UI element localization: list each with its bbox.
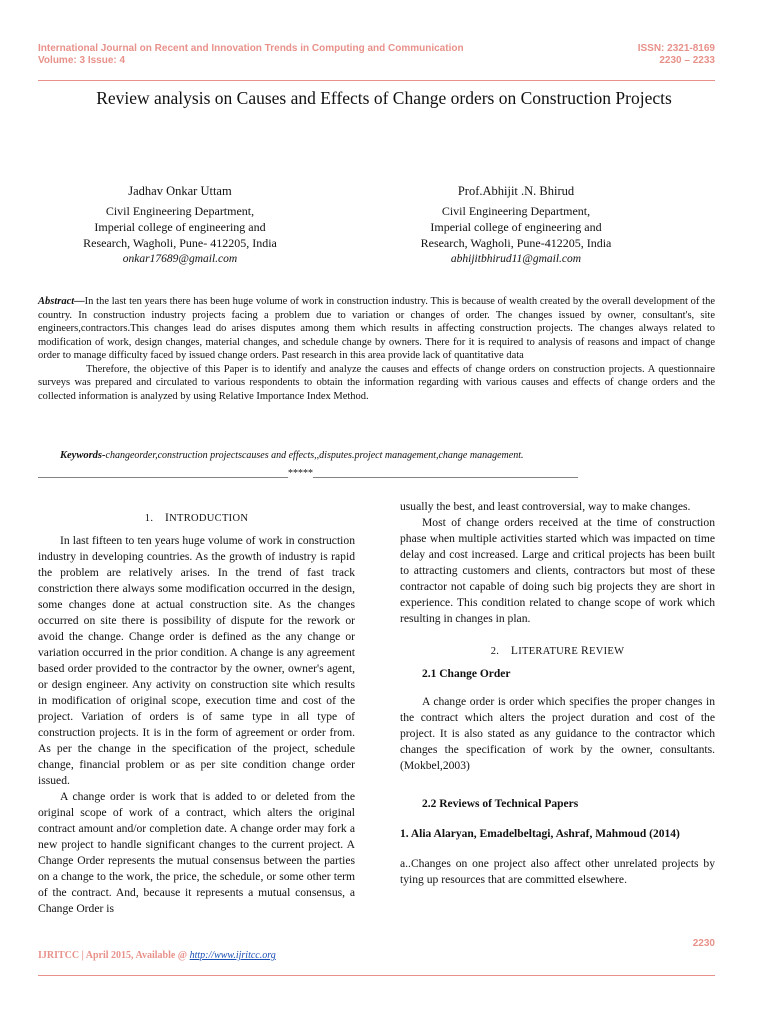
footer-text	[38, 950, 276, 961]
journal-volume: Volume: 3 Issue: 4	[38, 55, 126, 66]
keywords-value: changeorder,construction projectscauses and effects,,disputes.project management,change management.	[105, 450, 524, 461]
section-number: 1.	[144, 513, 154, 524]
journal-header	[38, 43, 464, 67]
section-title-rest: NTRODUCTION	[169, 513, 249, 524]
intro-paragraph-2: A change order is work that is added to or deleted from the original scope of work of a contract, which alters the original contract amount and/or completion date. A change order may fork a new project to handle significant changes to the current project. A Change Order represents the mutual consensus between the parties on a change to the work, the price, the schedule, or some other term of the contract. And, because it represents a mutual consensus, a Change Order is	[38, 790, 355, 915]
paper-title: Review analysis on Causes and Effects of Change orders on Construction Projects	[96, 88, 672, 108]
lit-paragraph-2: a..Changes on one project also affect other unrelated projects by tying up resources that are committed elsewhere.	[400, 857, 715, 886]
author-addr: Research, Wagholi, Pune-412205, India	[420, 236, 612, 250]
author-block-1	[60, 183, 300, 267]
right-column	[400, 499, 715, 888]
subsection-heading-change-order: 2.1 Change Order	[422, 668, 511, 680]
section-title-mid: ITERATURE	[518, 646, 581, 657]
header-divider	[38, 80, 715, 81]
author-email: abhijitbhirud11@gmail.com	[450, 253, 582, 265]
subsection-heading-paper-1: 1. Alia Alaryan, Emadelbeltagi, Ashraf, Mahmoud (2014)	[400, 828, 680, 840]
section-initial: L	[510, 645, 519, 657]
journal-pages: 2230 – 2233	[659, 55, 715, 66]
author-dept: Civil Engineering Department,	[105, 204, 255, 218]
author-name: Prof.Abhijit .N. Bhirud	[457, 184, 575, 198]
left-column	[38, 510, 355, 917]
author-email: onkar17689@gmail.com	[122, 253, 238, 265]
section-separator: __________________________________________________*****_____________________________________________________	[38, 468, 578, 479]
footer-divider	[38, 975, 715, 976]
journal-issn-block	[638, 43, 715, 67]
author-name: Jadhav Onkar Uttam	[128, 184, 232, 198]
journal-issn: ISSN: 2321-8169	[637, 43, 715, 54]
keywords	[60, 449, 720, 463]
intro-paragraph-3: usually the best, and least controversial, way to make changes.	[400, 500, 691, 513]
intro-paragraph-4: Most of change orders received at the time of construction phase when multiple activities started which was impacted on time delay and cost increased. Large and critical projects has been built to attracting customers and clients, contractors but most of these contractor not capable of doing such big projects they are short in experience. This condition related to change scope of work which resulting in changes in plan.	[400, 516, 715, 625]
subsection-heading-reviews: 2.2 Reviews of Technical Papers	[422, 798, 579, 810]
section-initial-2: R	[581, 645, 589, 657]
section-title-rest: EVIEW	[588, 646, 625, 657]
author-addr: Research, Wagholi, Pune- 412205, India	[83, 236, 277, 250]
section-heading-literature-review	[400, 643, 715, 660]
section-number: 2.	[490, 646, 500, 657]
abstract-para-1	[38, 295, 715, 363]
keywords-label: Keywords-	[60, 450, 106, 461]
author-dept: Civil Engineering Department,	[441, 204, 591, 218]
abstract-label: Abstract—	[38, 296, 85, 307]
section-heading-introduction	[38, 510, 355, 527]
abstract-para-2: Therefore, the objective of this Paper is to identify and analyze the causes and effects of change orders on construction projects. A questionnaire surveys was prepared and circulated to various respondents to obtain the information regarding with various causes and effects of change orders and the collected information is analyzed by using Relative Importance Index Method.	[38, 363, 715, 402]
abstract	[38, 295, 715, 403]
footer-label: IJRITCC | April 2015, Available @	[38, 950, 190, 961]
section-initial: I	[164, 512, 170, 524]
intro-paragraph-1: In last fifteen to ten years huge volume of work in construction industry in developing countries. As the growth of industry is rapid the problem are relatively arises. In the trend of fast track constriction there always some modification occurred in the design, some changes done at actual construction site. As the changes occurred on site there is possibility of dispute for the rework or avoid the change. Change order is defined as the any change or variation occurred in the prior condition. A change is any agreement based order provided to the contractor by the owner, owner's agent, or design engineer. Any activity on construction site which results in modification of original scope, execution time and cost of the project. Variation of orders is of same type in all type of construction projects. It is in the form of agreement or order from. As per the change in the specification of the project, schedule change, financial problem or as per site condition change order issued.	[38, 534, 355, 787]
journal-name: International Journal on Recent and Innovation Trends in Computing and Communication	[38, 43, 464, 54]
lit-paragraph-1: A change order is order which specifies the proper changes in the contract which alters the project duration and cost of the project. It is also stated as any guidance to the contractor which changes the specification of work by the owner, consultants. (Mokbel,2003)	[400, 695, 715, 772]
footer-link[interactable]: http://www.ijritcc.org	[189, 950, 276, 961]
abstract-text-1: In the last ten years there has been huge volume of work in construction industry. This is because of wealth created by the overall development of the country. In construction industry projects facing a problem due to variation or changes of order. The changes issued by owner, consultant's, site engineers,contractors.This changes lead do arises disputes among them which results in affecting construction projects. The changes always related to modification of work, design changes, material changes, and schedule change by owners. There for it is required to analysis of reasons and impact of change order to manage difficulty faced by issued change orders. Past research in this area provide lack of quantitative data	[38, 296, 715, 361]
page-number: 2230	[692, 938, 715, 949]
author-inst: Imperial college of engineering and	[430, 220, 602, 234]
author-inst: Imperial college of engineering and	[94, 220, 266, 234]
author-block-2	[396, 183, 636, 267]
